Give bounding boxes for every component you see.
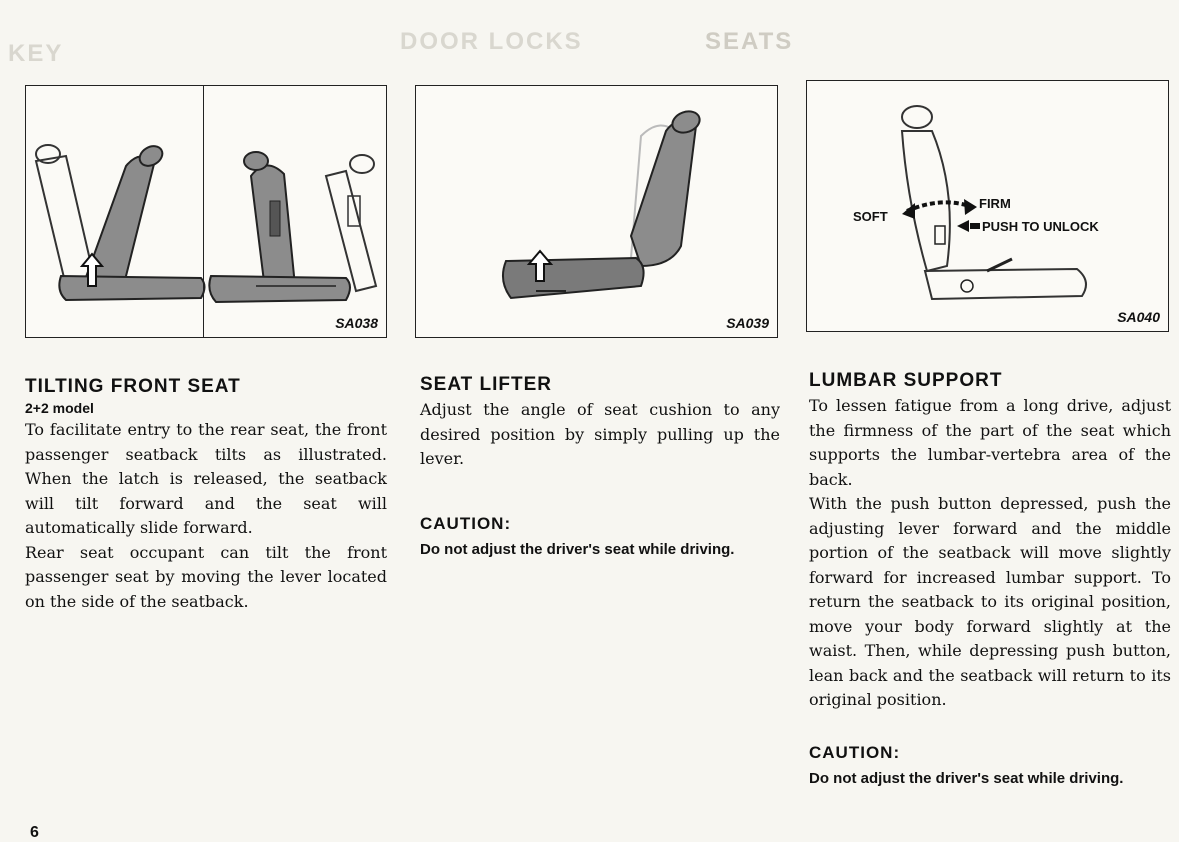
lifter-caution-title: CAUTION: [420, 513, 512, 533]
lumbar-paragraph-1: To lessen fatigue from a long drive, adjust the firmness of the part of the seat which supports the lumbar-vertebra area of the back. [809, 396, 1171, 489]
section-tilting-front-seat [25, 376, 387, 614]
callout-soft: SOFT [853, 209, 888, 224]
tilting-paragraph-2: Rear seat occupant can tilt the front passenger seat by moving the lever located on the side of the seatback. [25, 542, 387, 611]
heading-tilting-front-seat: TILTING FRONT SEAT [25, 376, 241, 397]
figure-code-sa038: SA038 [335, 315, 378, 331]
seat-lifter-illustration [416, 86, 777, 337]
tilting-body [25, 418, 387, 614]
figure-seat-lifter [415, 85, 778, 338]
tilting-seat-illustration [26, 86, 386, 337]
section-lumbar-support [809, 370, 1171, 791]
figure-lumbar-support [806, 80, 1169, 332]
lifter-caution [420, 514, 780, 562]
figure-tilting-seat [25, 85, 387, 338]
ghost-header-door-locks: DOOR LOCKS [400, 28, 583, 55]
figure-code-sa039: SA039 [726, 315, 769, 331]
heading-lumbar-support: LUMBAR SUPPORT [809, 370, 1003, 391]
heading-seat-lifter: SEAT LIFTER [420, 374, 553, 395]
subheading-model: 2+2 model [25, 400, 94, 416]
section-seat-lifter [420, 374, 780, 562]
tilting-paragraph-1: To facilitate entry to the rear seat, the front passenger seatback tilts as illustrated. When the latch is released, the seatback will tilt forward and the seat will automatically slide forward. [25, 420, 387, 537]
lifter-caution-text: Do not adjust the driver's seat while driving. [420, 540, 735, 558]
ghost-header-seats: SEATS [705, 28, 794, 55]
figure-code-sa040: SA040 [1117, 309, 1160, 325]
callout-push-to-unlock: PUSH TO UNLOCK [982, 219, 1099, 234]
lifter-body: Adjust the angle of seat cushion to any desired position by simply pulling up the lever. [420, 400, 780, 468]
lumbar-caution-text: Do not adjust the driver's seat while driving. [809, 769, 1124, 787]
ghost-header-key: KEY [8, 40, 64, 67]
figure-divider [203, 86, 204, 337]
lumbar-caution [809, 743, 1171, 791]
callout-firm: FIRM [979, 196, 1011, 211]
lumbar-paragraph-2: With the push button depressed, push the adjusting lever forward and the middle portion of the seatback will move slightly forward for increased lumbar support. To return the seatback to its original position, move your body forward slightly at the waist. Then, while depressing push button, lean back and the seatback will return to its original position. [809, 494, 1171, 709]
lumbar-caution-title: CAUTION: [809, 742, 901, 762]
lumbar-body [809, 394, 1171, 713]
page-number: 6 [30, 824, 39, 841]
